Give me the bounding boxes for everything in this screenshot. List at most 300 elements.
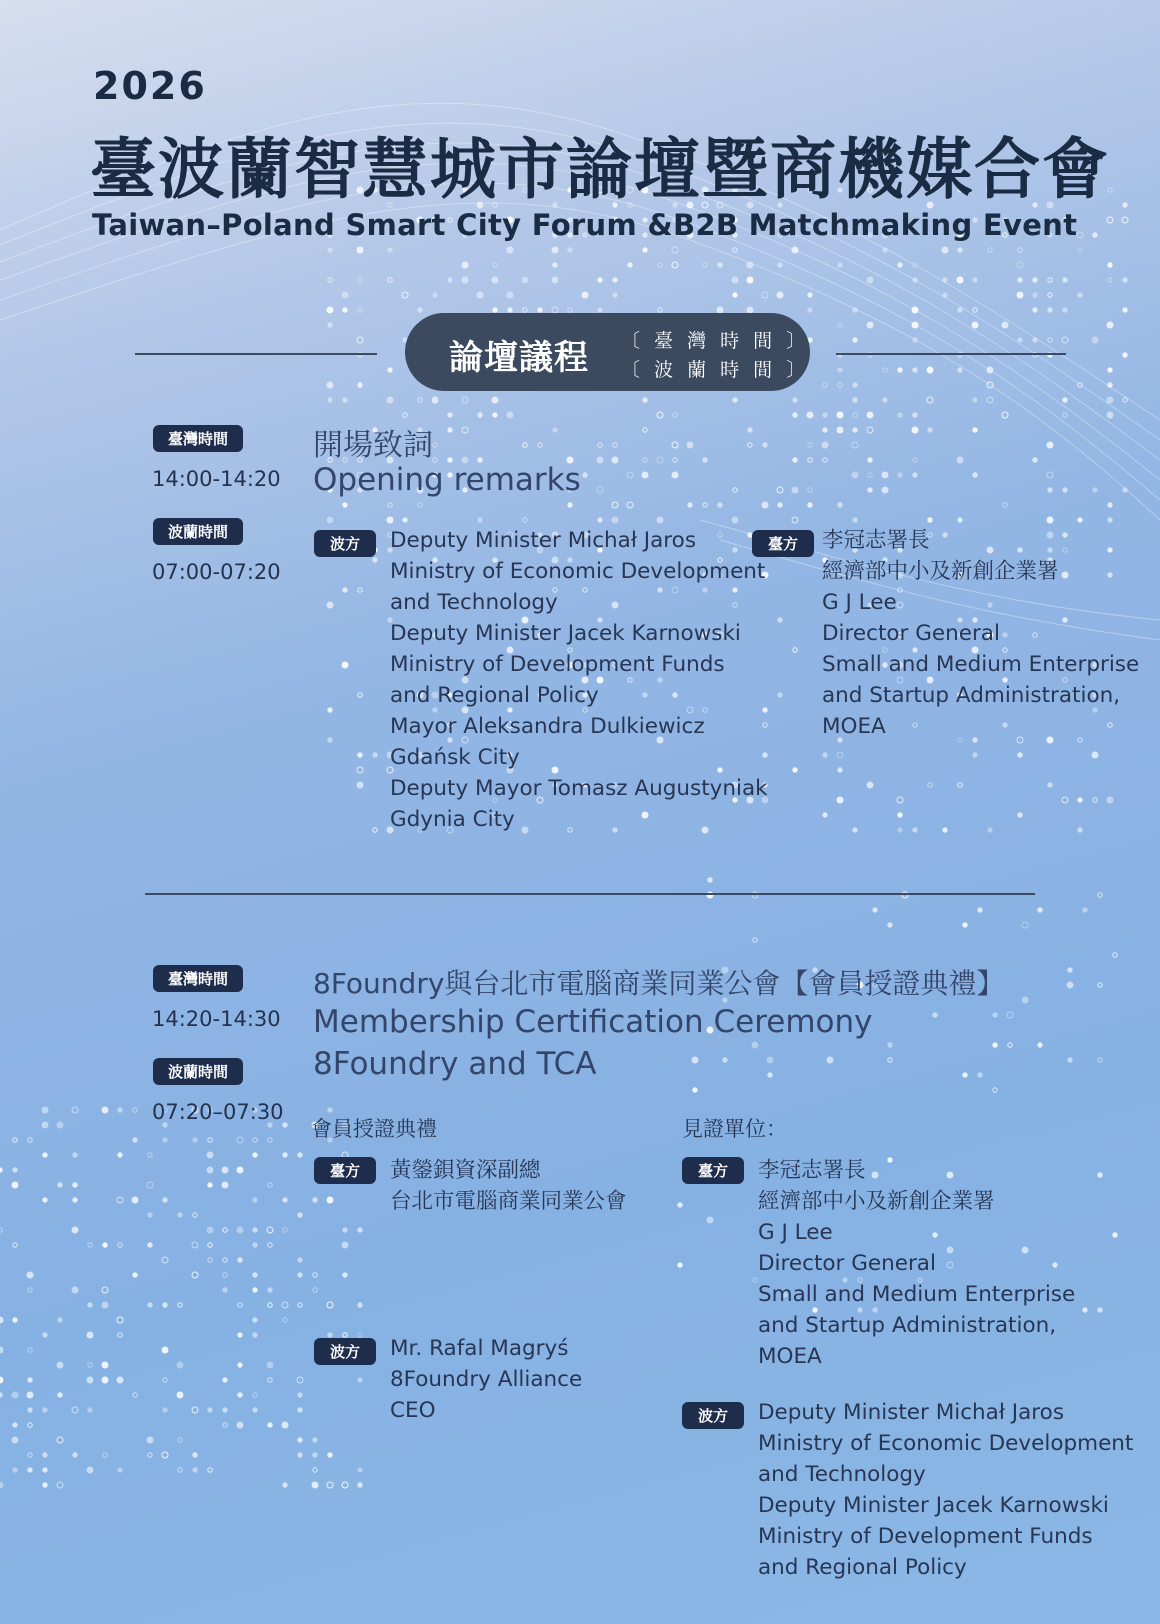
map-dot <box>1018 753 1022 757</box>
map-dot <box>808 503 812 507</box>
map-dot <box>933 1013 937 1017</box>
map-dot <box>313 1198 317 1202</box>
map-dot <box>827 1057 833 1063</box>
map-dot <box>688 503 692 507</box>
map-dot <box>1098 893 1102 897</box>
taiwan-side-badge: 臺方 <box>752 530 814 557</box>
map-dot <box>853 383 857 387</box>
map-dot <box>1108 383 1112 387</box>
witness-taiwan-representatives <box>758 1155 1075 1372</box>
map-dot <box>448 428 452 432</box>
map-dot <box>268 1183 272 1187</box>
map-dot <box>1107 412 1113 418</box>
map-dot <box>298 1258 302 1262</box>
map-dot <box>208 1138 212 1142</box>
map-dot <box>223 1228 227 1232</box>
map-dot <box>733 248 737 252</box>
map-dot <box>102 1302 108 1308</box>
map-dot <box>43 1153 47 1157</box>
map-dot <box>88 1243 92 1247</box>
map-dot <box>943 828 947 832</box>
map-dot <box>657 517 663 523</box>
map-dot <box>28 1348 32 1352</box>
map-dot <box>538 443 542 447</box>
map-dot <box>102 1362 108 1368</box>
map-dot <box>1048 338 1052 342</box>
map-dot <box>43 1333 47 1337</box>
map-dot <box>898 828 902 832</box>
map-dot <box>1078 293 1082 297</box>
map-dot <box>1107 797 1113 803</box>
map-dot <box>343 308 347 312</box>
map-dot <box>313 1468 317 1472</box>
map-dot <box>598 308 602 312</box>
map-dot <box>777 487 783 493</box>
map-dot <box>598 443 602 447</box>
speaker-line: 經濟部中小及新創企業署 <box>758 1189 995 1214</box>
map-dot <box>733 398 737 402</box>
map-dot <box>973 753 977 757</box>
map-dot <box>327 307 333 313</box>
map-dot <box>147 1437 153 1443</box>
map-dot <box>1093 233 1097 237</box>
map-dot <box>718 263 722 267</box>
map-dot <box>328 278 332 282</box>
map-dot <box>552 277 558 283</box>
map-dot <box>1063 278 1067 282</box>
speaker-line: Ministry of Development Funds <box>390 652 725 677</box>
map-dot <box>373 558 377 562</box>
map-dot <box>1048 488 1052 492</box>
map-dot <box>27 1392 33 1398</box>
map-dot <box>928 518 932 522</box>
map-dot <box>1017 292 1023 298</box>
map-dot <box>973 278 977 282</box>
map-dot <box>223 1273 227 1277</box>
map-dot <box>748 443 752 447</box>
map-dot <box>27 1272 33 1278</box>
map-dot <box>898 473 902 477</box>
map-dot <box>867 427 873 433</box>
map-dot <box>402 292 408 298</box>
map-dot <box>58 1318 62 1322</box>
map-dot <box>1093 798 1097 802</box>
map-dot <box>1078 248 1082 252</box>
map-dot <box>1123 488 1127 492</box>
map-dot <box>207 1227 213 1233</box>
speaker-line: G J Lee <box>822 590 897 615</box>
map-dot <box>1002 412 1008 418</box>
speaker-line: and Regional Policy <box>390 683 599 708</box>
map-dot <box>958 308 962 312</box>
map-dot <box>418 503 422 507</box>
map-dot <box>778 503 782 507</box>
map-dot <box>298 1153 302 1157</box>
map-dot <box>13 1138 17 1142</box>
map-dot <box>222 1182 228 1188</box>
map-dot <box>343 398 347 402</box>
map-dot <box>778 618 782 622</box>
map-dot <box>118 1108 122 1112</box>
map-dot <box>898 368 902 372</box>
map-dot <box>327 382 333 388</box>
session1-poland-speakers <box>390 525 768 835</box>
map-dot <box>673 458 677 462</box>
map-dot <box>597 457 603 463</box>
map-dot <box>973 308 977 312</box>
map-dot <box>913 338 917 342</box>
poland-side-badge: 波方 <box>314 530 376 557</box>
map-dot <box>628 263 632 267</box>
map-dot <box>988 828 992 832</box>
map-dot <box>492 397 498 403</box>
map-dot <box>147 1182 153 1188</box>
map-dot <box>87 1377 93 1383</box>
map-dot <box>0 1377 3 1383</box>
map-dot <box>973 428 977 432</box>
map-dot <box>133 1108 137 1112</box>
speaker-line: 李冠志署長 <box>822 528 930 553</box>
map-dot <box>103 1243 107 1247</box>
speaker-line: Mayor Aleksandra Dulkiewicz <box>390 714 705 739</box>
map-dot <box>792 487 798 493</box>
map-dot <box>1018 278 1022 282</box>
map-dot <box>13 1318 17 1322</box>
map-dot <box>898 813 902 817</box>
speaker-line: 台北市電腦商業同業公會 <box>390 1189 627 1214</box>
poland-side-badge: 波方 <box>314 1338 376 1365</box>
map-dot <box>913 458 917 462</box>
map-dot <box>343 1273 347 1277</box>
map-dot <box>1092 752 1098 758</box>
map-dot <box>493 308 497 312</box>
map-dot <box>808 308 812 312</box>
map-dot <box>642 472 648 478</box>
map-dot <box>253 1393 257 1397</box>
agenda-header-pill <box>405 313 810 391</box>
map-dot <box>358 1483 362 1487</box>
map-dot <box>253 1153 257 1157</box>
speaker-line: Director General <box>822 621 1000 646</box>
map-dot <box>102 1287 108 1293</box>
map-dot <box>343 588 347 592</box>
map-dot <box>748 428 752 432</box>
map-dot <box>963 923 967 927</box>
map-dot <box>283 1198 287 1202</box>
map-dot <box>358 1333 362 1337</box>
map-dot <box>87 1467 93 1473</box>
map-dot <box>723 1058 727 1062</box>
map-dot <box>282 1422 288 1428</box>
map-dot <box>238 1393 242 1397</box>
map-dot <box>568 248 572 252</box>
map-dot <box>897 797 903 803</box>
map-dot <box>1107 322 1113 328</box>
map-dot <box>913 278 917 282</box>
poland-time-label: 〔 波 蘭 時 間 〕 <box>621 359 810 381</box>
map-dot <box>993 1088 997 1092</box>
map-dot <box>958 368 962 372</box>
session1-title-zh: 開場致詞 <box>313 428 433 463</box>
map-dot <box>358 308 362 312</box>
map-dot <box>1018 248 1022 252</box>
map-dot <box>343 503 347 507</box>
map-dot <box>1048 308 1052 312</box>
event-title-zh: 臺波蘭智慧城市論壇暨商機媒合會 <box>90 131 1110 208</box>
map-dot <box>552 247 558 253</box>
map-dot <box>1113 1233 1117 1237</box>
map-dot <box>223 1378 227 1382</box>
map-dot <box>853 338 857 342</box>
map-dot <box>718 503 722 507</box>
map-dot <box>253 1243 257 1247</box>
map-dot <box>823 428 827 432</box>
session2-taiwan-time: 14:20-14:30 <box>152 1007 281 1031</box>
speaker-line: Director General <box>758 1251 936 1276</box>
map-dot <box>387 397 393 403</box>
map-dot <box>553 428 557 432</box>
map-dot <box>358 1468 362 1472</box>
map-dot <box>838 263 842 267</box>
map-dot <box>283 1318 287 1322</box>
map-dot <box>867 412 873 418</box>
map-dot <box>433 293 437 297</box>
map-dot <box>118 1243 122 1247</box>
map-dot <box>912 427 918 433</box>
map-dot <box>358 1303 362 1307</box>
map-dot <box>1123 398 1127 402</box>
map-dot <box>1092 337 1098 343</box>
map-dot <box>358 693 362 697</box>
divider-right <box>836 353 1066 355</box>
map-dot <box>448 278 452 282</box>
map-dot <box>388 368 392 372</box>
speaker-line: and Regional Policy <box>758 1555 967 1580</box>
speaker-line: and Startup Administration, <box>758 1313 1057 1338</box>
speaker-line: 經濟部中小及新創企業署 <box>822 559 1059 584</box>
map-dot <box>223 1258 227 1262</box>
map-dot <box>253 1273 257 1277</box>
event-year: 2026 <box>93 64 207 108</box>
speaker-line: Small and Medium Enterprise <box>758 1282 1076 1307</box>
map-dot <box>993 1013 997 1017</box>
map-dot <box>268 1243 272 1247</box>
map-dot <box>1113 953 1117 957</box>
map-dot <box>237 1422 243 1428</box>
map-dot <box>1108 368 1112 372</box>
witness-label: 見證單位： <box>682 1117 787 1141</box>
map-dot <box>837 797 843 803</box>
map-dot <box>943 293 947 297</box>
map-dot <box>163 1408 167 1412</box>
map-dot <box>102 1377 108 1383</box>
map-dot <box>328 1108 332 1112</box>
map-dot <box>913 368 917 372</box>
map-dot <box>0 1228 2 1232</box>
map-dot <box>208 1408 212 1412</box>
map-dot <box>678 1263 682 1267</box>
map-dot <box>418 398 422 402</box>
speaker-line: and Technology <box>390 590 558 615</box>
map-dot <box>867 322 873 328</box>
map-dot <box>943 278 947 282</box>
map-dot <box>867 782 873 788</box>
map-dot <box>672 262 678 268</box>
map-dot <box>343 1333 347 1337</box>
taiwan-side-badge: 臺方 <box>682 1157 744 1184</box>
map-dot <box>283 1483 287 1487</box>
map-dot <box>42 1107 48 1113</box>
map-dot <box>178 1213 182 1217</box>
speaker-line: MOEA <box>758 1344 822 1369</box>
speaker-line: G J Lee <box>758 1220 833 1245</box>
map-dot <box>358 1228 362 1232</box>
speaker-line: Ministry of Economic Development <box>758 1431 1134 1456</box>
map-dot <box>327 602 333 608</box>
map-dot <box>28 1408 32 1412</box>
map-dot <box>1033 293 1037 297</box>
map-dot <box>703 458 707 462</box>
map-dot <box>57 1362 63 1368</box>
map-dot <box>763 443 767 447</box>
map-dot <box>297 1377 303 1383</box>
speaker-line: Deputy Minister Jacek Karnowski <box>390 621 741 646</box>
map-dot <box>582 292 588 298</box>
map-dot <box>793 648 797 652</box>
map-dot <box>12 1392 18 1398</box>
map-dot <box>178 1303 182 1307</box>
map-dot <box>643 458 647 462</box>
map-dot <box>208 1468 212 1472</box>
map-dot <box>0 1168 2 1172</box>
speaker-line: Ministry of Economic Development <box>390 559 766 584</box>
map-dot <box>28 1138 32 1142</box>
speaker-line: Mr. Rafal Magryś <box>390 1336 569 1361</box>
map-dot <box>568 308 572 312</box>
map-dot <box>43 1468 47 1472</box>
map-dot <box>0 1393 2 1397</box>
map-dot <box>793 768 797 772</box>
map-dot <box>1063 308 1067 312</box>
map-dot <box>1067 982 1073 988</box>
map-dot <box>733 293 737 297</box>
map-dot <box>1098 1173 1102 1177</box>
map-dot <box>823 813 827 817</box>
map-dot <box>118 1468 122 1472</box>
map-dot <box>177 1392 183 1398</box>
map-dot <box>853 828 857 832</box>
map-dot <box>1022 922 1028 928</box>
map-dot <box>958 518 962 522</box>
map-dot <box>462 427 468 433</box>
map-dot <box>507 412 513 418</box>
witness-poland-representatives <box>758 1397 1133 1583</box>
map-dot <box>13 1168 17 1172</box>
map-dot <box>1018 813 1022 817</box>
map-dot <box>808 293 812 297</box>
map-dot <box>238 1303 242 1307</box>
map-dot <box>838 503 842 507</box>
speaker-line: MOEA <box>822 714 886 739</box>
map-dot <box>852 442 858 448</box>
map-dot <box>477 292 483 298</box>
map-dot <box>1038 1043 1042 1047</box>
session-divider <box>145 893 1035 895</box>
map-dot <box>28 1468 32 1472</box>
map-dot <box>732 517 738 523</box>
map-dot <box>732 277 738 283</box>
map-dot <box>87 1332 93 1338</box>
map-dot <box>388 503 392 507</box>
map-dot <box>208 1243 212 1247</box>
map-dot <box>1047 442 1053 448</box>
map-dot <box>883 248 887 252</box>
map-dot <box>1068 1058 1072 1062</box>
speaker-line: Gdańsk City <box>390 745 520 770</box>
map-dot <box>57 1482 63 1488</box>
map-dot <box>693 1088 697 1092</box>
map-dot <box>883 368 887 372</box>
map-dot <box>72 1107 78 1113</box>
map-dot <box>267 1227 273 1233</box>
map-dot <box>148 1153 152 1157</box>
map-dot <box>768 1073 772 1077</box>
map-dot <box>118 1333 122 1337</box>
map-dot <box>1048 783 1052 787</box>
map-dot <box>223 1288 227 1292</box>
map-dot <box>0 1482 3 1488</box>
map-dot <box>1022 997 1028 1003</box>
map-dot <box>1108 263 1112 267</box>
speaker-line: 8Foundry Alliance <box>390 1367 583 1392</box>
map-dot <box>808 458 812 462</box>
map-dot <box>253 1138 257 1142</box>
map-dot <box>57 1122 63 1128</box>
map-dot <box>117 1377 123 1383</box>
map-dot <box>1098 1058 1102 1062</box>
map-dot <box>1123 278 1127 282</box>
map-dot <box>313 1453 317 1457</box>
map-dot <box>492 277 498 283</box>
map-dot <box>163 1303 167 1307</box>
map-dot <box>73 1183 77 1187</box>
map-dot <box>387 517 393 523</box>
map-dot <box>963 1073 967 1077</box>
map-dot <box>823 383 827 387</box>
map-dot <box>888 1058 892 1062</box>
map-dot <box>237 1137 243 1143</box>
map-dot <box>1077 232 1083 238</box>
map-dot <box>28 1288 32 1292</box>
map-dot <box>838 323 842 327</box>
map-dot <box>133 1138 137 1142</box>
map-dot <box>283 1153 287 1157</box>
map-dot <box>753 1278 757 1282</box>
map-dot <box>673 413 677 417</box>
map-dot <box>1038 908 1042 912</box>
map-dot <box>162 1257 168 1263</box>
map-dot <box>432 397 438 403</box>
map-dot <box>627 502 633 508</box>
map-dot <box>882 487 888 493</box>
map-dot <box>553 263 557 267</box>
map-dot <box>823 413 827 417</box>
map-dot <box>912 322 918 328</box>
speaker-line: and Technology <box>758 1462 926 1487</box>
map-dot <box>43 1198 47 1202</box>
map-dot <box>868 473 872 477</box>
map-dot <box>707 1217 713 1223</box>
